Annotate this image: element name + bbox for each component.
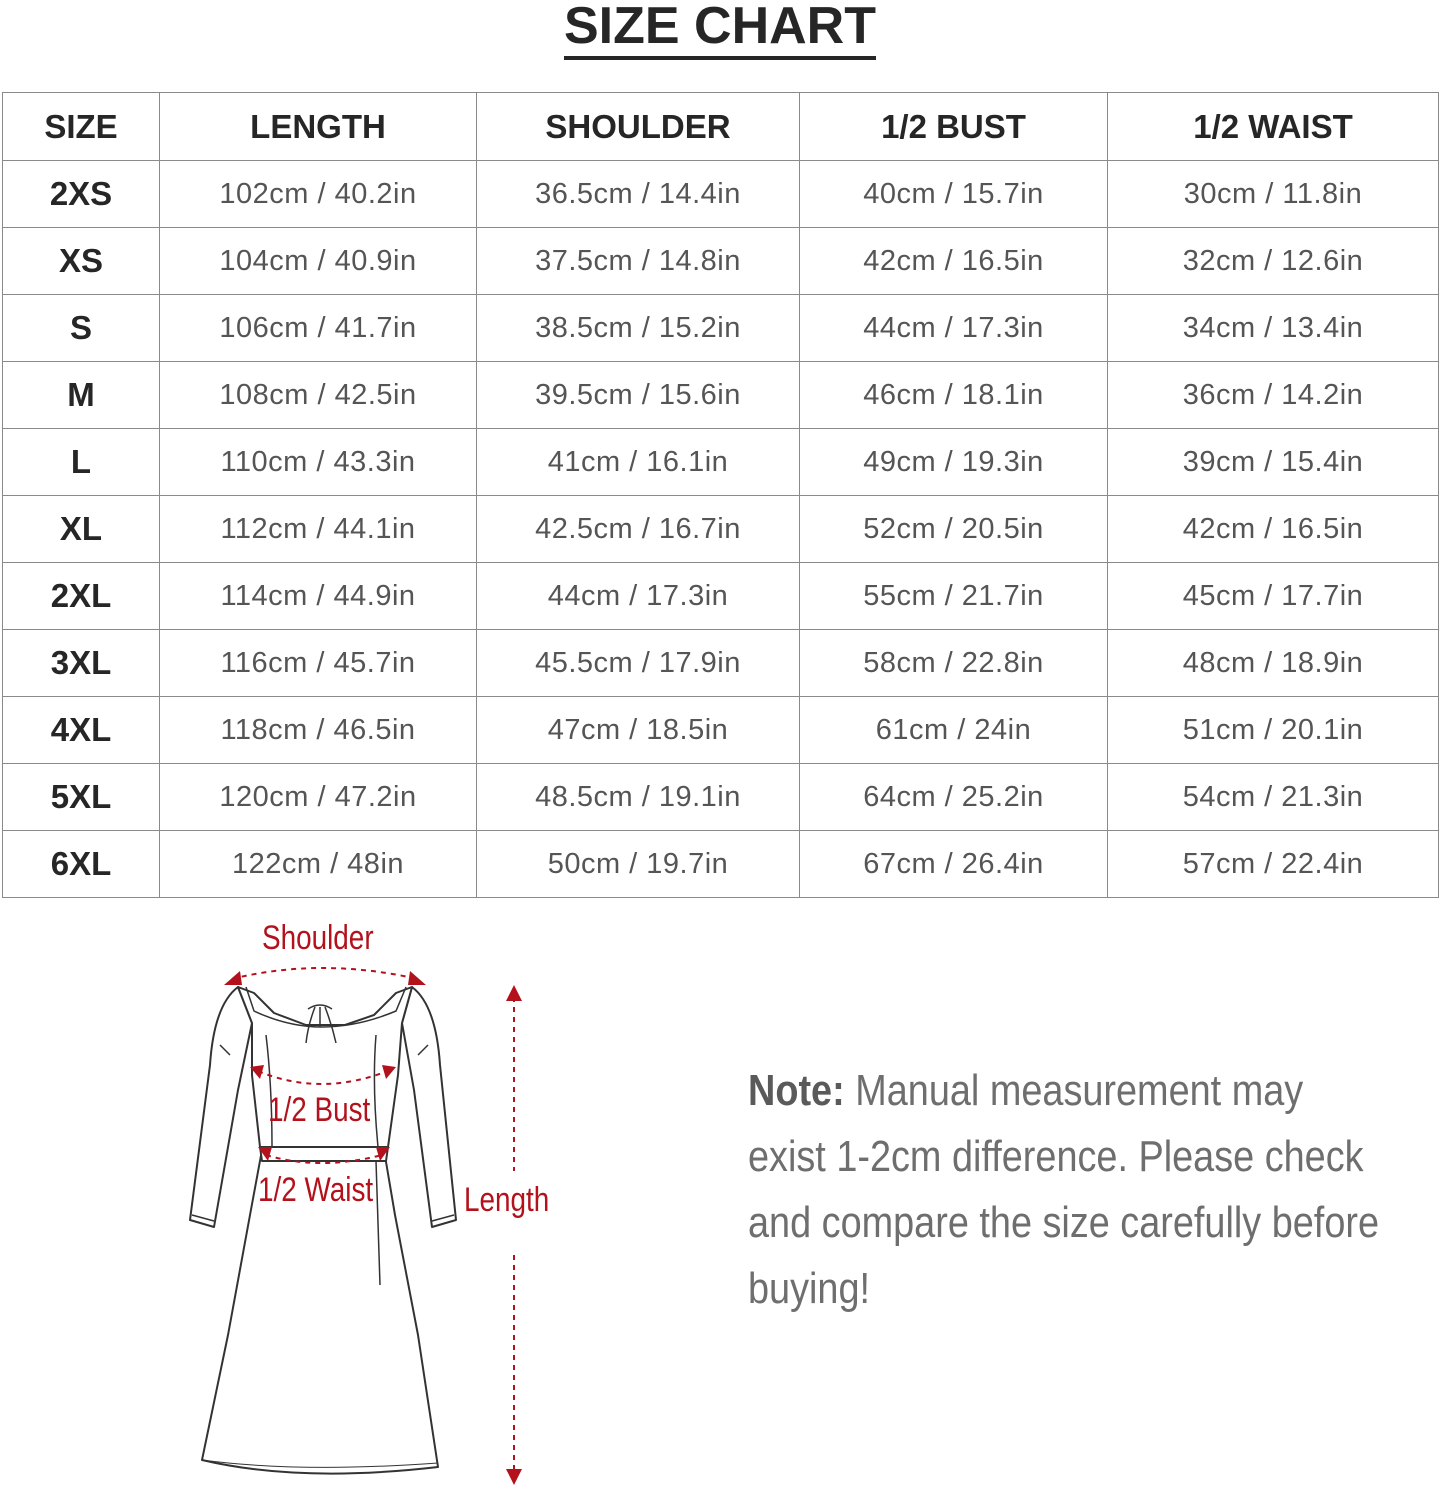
shoulder-cell: 45.5cm / 17.9in — [477, 630, 800, 697]
size-cell: 4XL — [3, 697, 160, 764]
table-row — [3, 429, 1439, 496]
bust-cell: 64cm / 25.2in — [800, 764, 1108, 831]
dress-diagram — [180, 915, 580, 1500]
shoulder-cell: 48.5cm / 19.1in — [477, 764, 800, 831]
length-cell: 108cm / 42.5in — [160, 362, 477, 429]
header-size: SIZE — [3, 93, 160, 161]
size-cell: 2XL — [3, 563, 160, 630]
waist-label: 1/2 Waist — [258, 1171, 374, 1209]
size-cell: M — [3, 362, 160, 429]
length-cell: 114cm / 44.9in — [160, 563, 477, 630]
bust-cell: 67cm / 26.4in — [800, 831, 1108, 898]
shoulder-cell: 36.5cm / 14.4in — [477, 161, 800, 228]
length-cell: 110cm / 43.3in — [160, 429, 477, 496]
shoulder-cell: 37.5cm / 14.8in — [477, 228, 800, 295]
waist-cell: 32cm / 12.6in — [1108, 228, 1439, 295]
table-row — [3, 630, 1439, 697]
page-title: SIZE CHART — [564, 0, 876, 60]
length-cell: 106cm / 41.7in — [160, 295, 477, 362]
title-wrap — [0, 0, 1440, 70]
bust-cell: 44cm / 17.3in — [800, 295, 1108, 362]
shoulder-cell: 38.5cm / 15.2in — [477, 295, 800, 362]
length-cell: 102cm / 40.2in — [160, 161, 477, 228]
note-text — [748, 1058, 1384, 1322]
dress-outline — [190, 987, 456, 1474]
table-row — [3, 362, 1439, 429]
size-cell: 6XL — [3, 831, 160, 898]
bust-cell: 46cm / 18.1in — [800, 362, 1108, 429]
shoulder-cell: 39.5cm / 15.6in — [477, 362, 800, 429]
table-row — [3, 496, 1439, 563]
bust-cell: 55cm / 21.7in — [800, 563, 1108, 630]
shoulder-cell: 50cm / 19.7in — [477, 831, 800, 898]
waist-cell: 57cm / 22.4in — [1108, 831, 1439, 898]
waist-cell: 45cm / 17.7in — [1108, 563, 1439, 630]
size-cell: L — [3, 429, 160, 496]
bust-cell: 61cm / 24in — [800, 697, 1108, 764]
table-row — [3, 161, 1439, 228]
length-cell: 122cm / 48in — [160, 831, 477, 898]
shoulder-cell: 47cm / 18.5in — [477, 697, 800, 764]
waist-cell: 39cm / 15.4in — [1108, 429, 1439, 496]
size-cell: S — [3, 295, 160, 362]
bust-label: 1/2 Bust — [268, 1091, 371, 1129]
size-cell: XL — [3, 496, 160, 563]
header-shoulder: SHOULDER — [477, 93, 800, 161]
note-lead: Note: — [748, 1066, 845, 1115]
shoulder-measure — [224, 968, 426, 985]
waist-cell: 42cm / 16.5in — [1108, 496, 1439, 563]
table-row — [3, 764, 1439, 831]
length-cell: 104cm / 40.9in — [160, 228, 477, 295]
length-label: Length — [464, 1181, 550, 1219]
table-row — [3, 563, 1439, 630]
bust-cell: 40cm / 15.7in — [800, 161, 1108, 228]
size-table — [2, 92, 1439, 898]
table-row — [3, 228, 1439, 295]
header-waist: 1/2 WAIST — [1108, 93, 1439, 161]
shoulder-label: Shoulder — [262, 919, 374, 957]
waist-cell: 30cm / 11.8in — [1108, 161, 1439, 228]
header-bust: 1/2 BUST — [800, 93, 1108, 161]
shoulder-cell: 42.5cm / 16.7in — [477, 496, 800, 563]
bust-cell: 58cm / 22.8in — [800, 630, 1108, 697]
length-cell: 120cm / 47.2in — [160, 764, 477, 831]
waist-cell: 51cm / 20.1in — [1108, 697, 1439, 764]
shoulder-cell: 44cm / 17.3in — [477, 563, 800, 630]
header-row — [3, 93, 1439, 161]
table-row — [3, 295, 1439, 362]
header-length: LENGTH — [160, 93, 477, 161]
length-cell: 118cm / 46.5in — [160, 697, 477, 764]
shoulder-cell: 41cm / 16.1in — [477, 429, 800, 496]
waist-cell: 36cm / 14.2in — [1108, 362, 1439, 429]
waist-cell: 48cm / 18.9in — [1108, 630, 1439, 697]
table-row — [3, 831, 1439, 898]
note-body: Manual measurement may exist 1-2cm difference. Please check and compare the size carefully before buying! — [748, 1066, 1380, 1313]
size-cell: XS — [3, 228, 160, 295]
size-cell: 3XL — [3, 630, 160, 697]
length-measure — [506, 985, 522, 1485]
bust-cell: 49cm / 19.3in — [800, 429, 1108, 496]
bust-cell: 42cm / 16.5in — [800, 228, 1108, 295]
length-cell: 116cm / 45.7in — [160, 630, 477, 697]
bust-cell: 52cm / 20.5in — [800, 496, 1108, 563]
length-cell: 112cm / 44.1in — [160, 496, 477, 563]
waist-cell: 54cm / 21.3in — [1108, 764, 1439, 831]
table-row — [3, 697, 1439, 764]
size-cell: 2XS — [3, 161, 160, 228]
waist-cell: 34cm / 13.4in — [1108, 295, 1439, 362]
size-cell: 5XL — [3, 764, 160, 831]
